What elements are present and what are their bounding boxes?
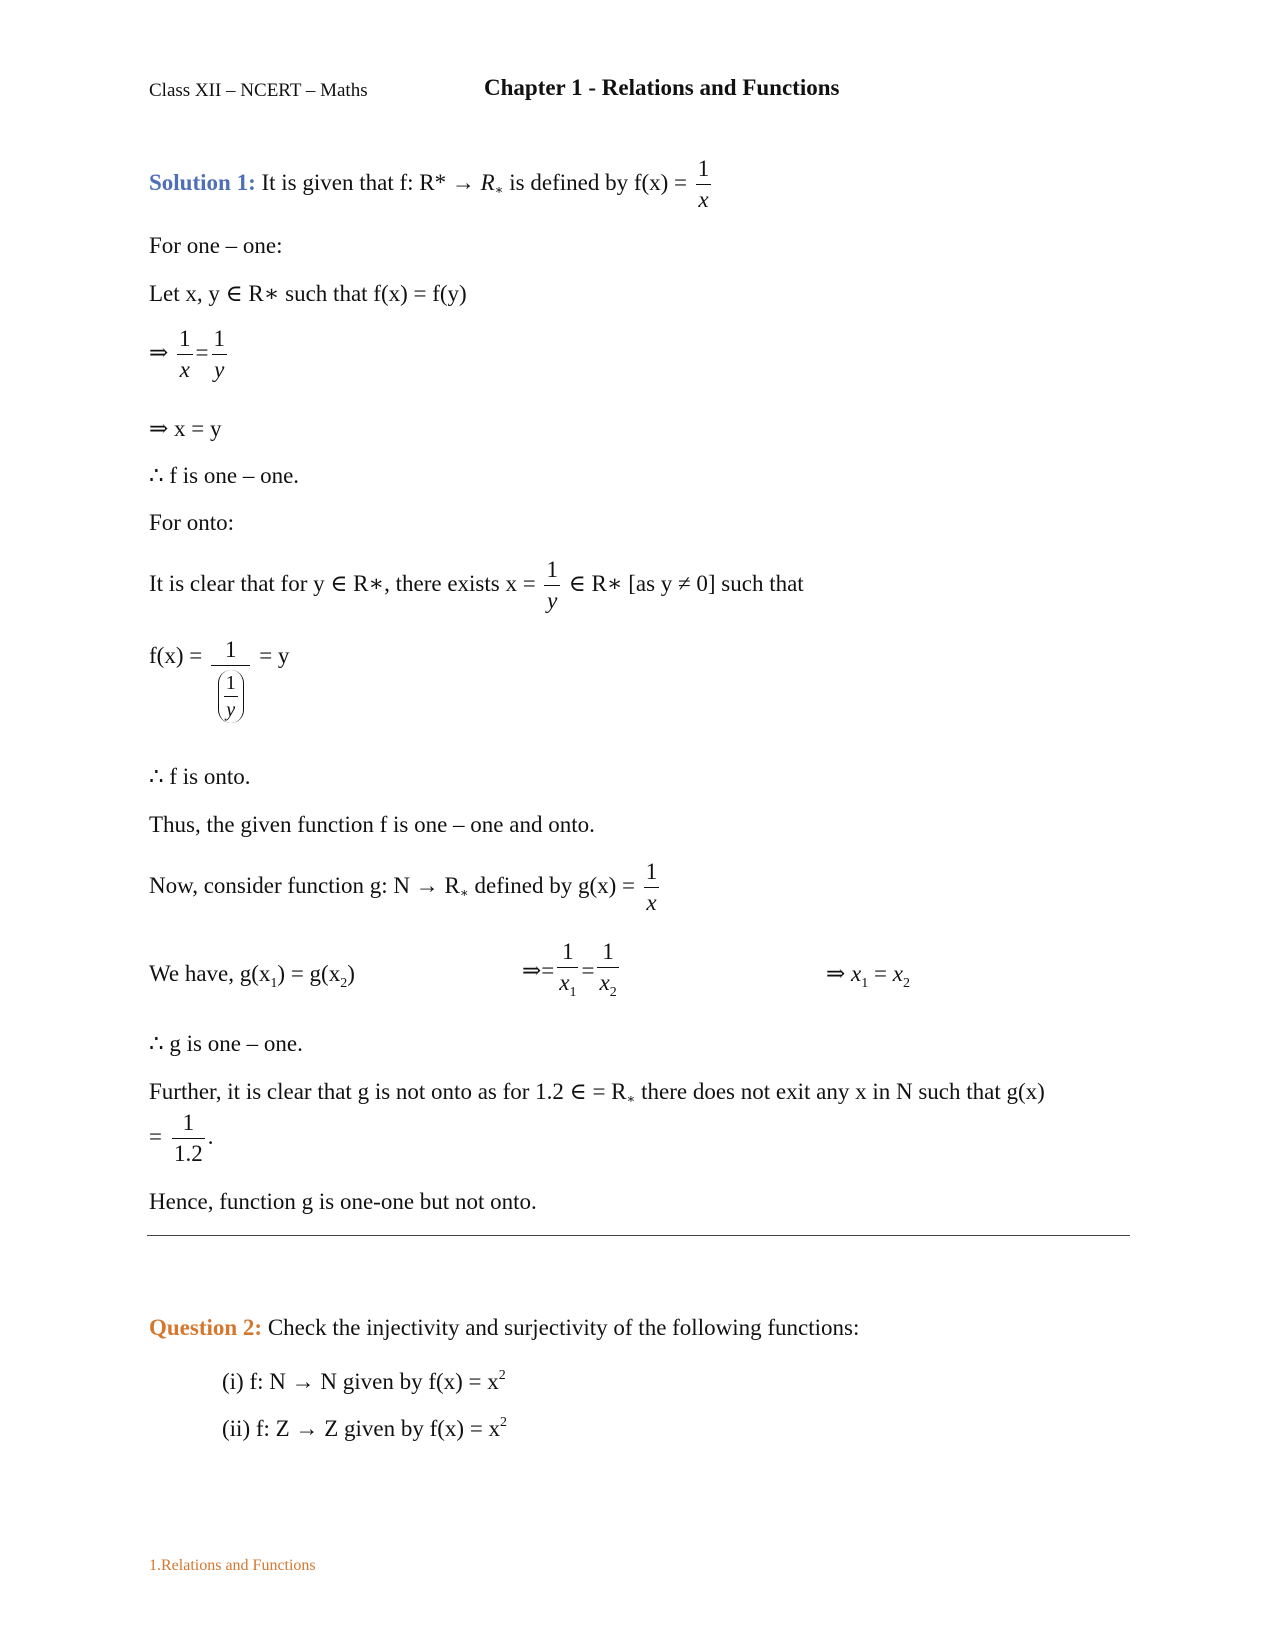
- solution-label: Solution 1:: [149, 169, 256, 195]
- page-title: Chapter 1 - Relations and Functions: [484, 75, 840, 100]
- g-one-one: ∴ g is one – one.: [149, 1031, 303, 1056]
- we-have-line: We have, $g(x_1) = g(x_2)$: [149, 961, 355, 991]
- eq-1-over-1-2: = $\frac{1}{1.2}$ .: [149, 1110, 214, 1166]
- hence-line: Hence, function g is one-one but not onto.: [149, 1189, 537, 1214]
- f-one-one: ∴ f is one – one.: [149, 463, 300, 488]
- header-class-label: Class XII – NCERT – Maths: [149, 80, 368, 101]
- further-line: Further, it is clear that g is not onto as for 1.2 ∈ = R∗ there does not exit any x in N such that g(x): [149, 1079, 1045, 1106]
- question2-item-i: (i) f: N → N given by $f(x) = x^2$: [222, 1368, 506, 1394]
- consider-g-line: Now, consider function g: N → R∗ defined by g(x) = $\frac{1}{x}$: [149, 859, 658, 915]
- f-onto: ∴ f is onto.: [149, 764, 251, 789]
- implies-x1-eq-x2: ⇒ $x_1 = x_2$: [826, 961, 910, 991]
- footer-chapter: 1.Relations and Functions: [149, 1557, 316, 1574]
- fraction-1-over-x: $\frac{1}{x}$: [697, 156, 710, 212]
- thus-line: Thus, the given function f is one – one and onto.: [149, 812, 595, 837]
- eq-1x1-1x2: ⇒= $\frac{1}{x_1}$ = $\frac{1}{x_2}$: [522, 939, 617, 1000]
- section-divider: [147, 1235, 1130, 1236]
- solution1-intro: Solution 1: It is given that f: R* → R∗ is defined by f(x) = $\frac{1}{x}$: [149, 154, 714, 215]
- implies-x-eq-y: ⇒ x = y: [149, 416, 222, 441]
- question-label: Question 2:: [149, 1315, 263, 1340]
- clear-line: It is clear that for y ∈ R∗, there exists x = $\frac{1}{y}$ ∈ R∗ [as y ≠ 0] such that: [149, 557, 804, 613]
- one-one-heading: For one – one:: [149, 233, 283, 258]
- question2-line: Question 2: Check the injectivity and surjectivity of the following functions:: [149, 1315, 860, 1340]
- let-line: Let x, y ∈ R∗ such that f(x) = f(y): [149, 281, 467, 306]
- question2-item-ii: (ii) f: Z → Z given by $f(x) = x^2$: [222, 1415, 508, 1441]
- onto-heading: For onto:: [149, 510, 234, 535]
- eq-1x-1y: ⇒ $\frac{1}{x}$ = $\frac{1}{y}$: [149, 326, 226, 382]
- fx-eq-y: f(x) = $\frac{1}{\frac{1}{y}}$ = y: [149, 637, 290, 721]
